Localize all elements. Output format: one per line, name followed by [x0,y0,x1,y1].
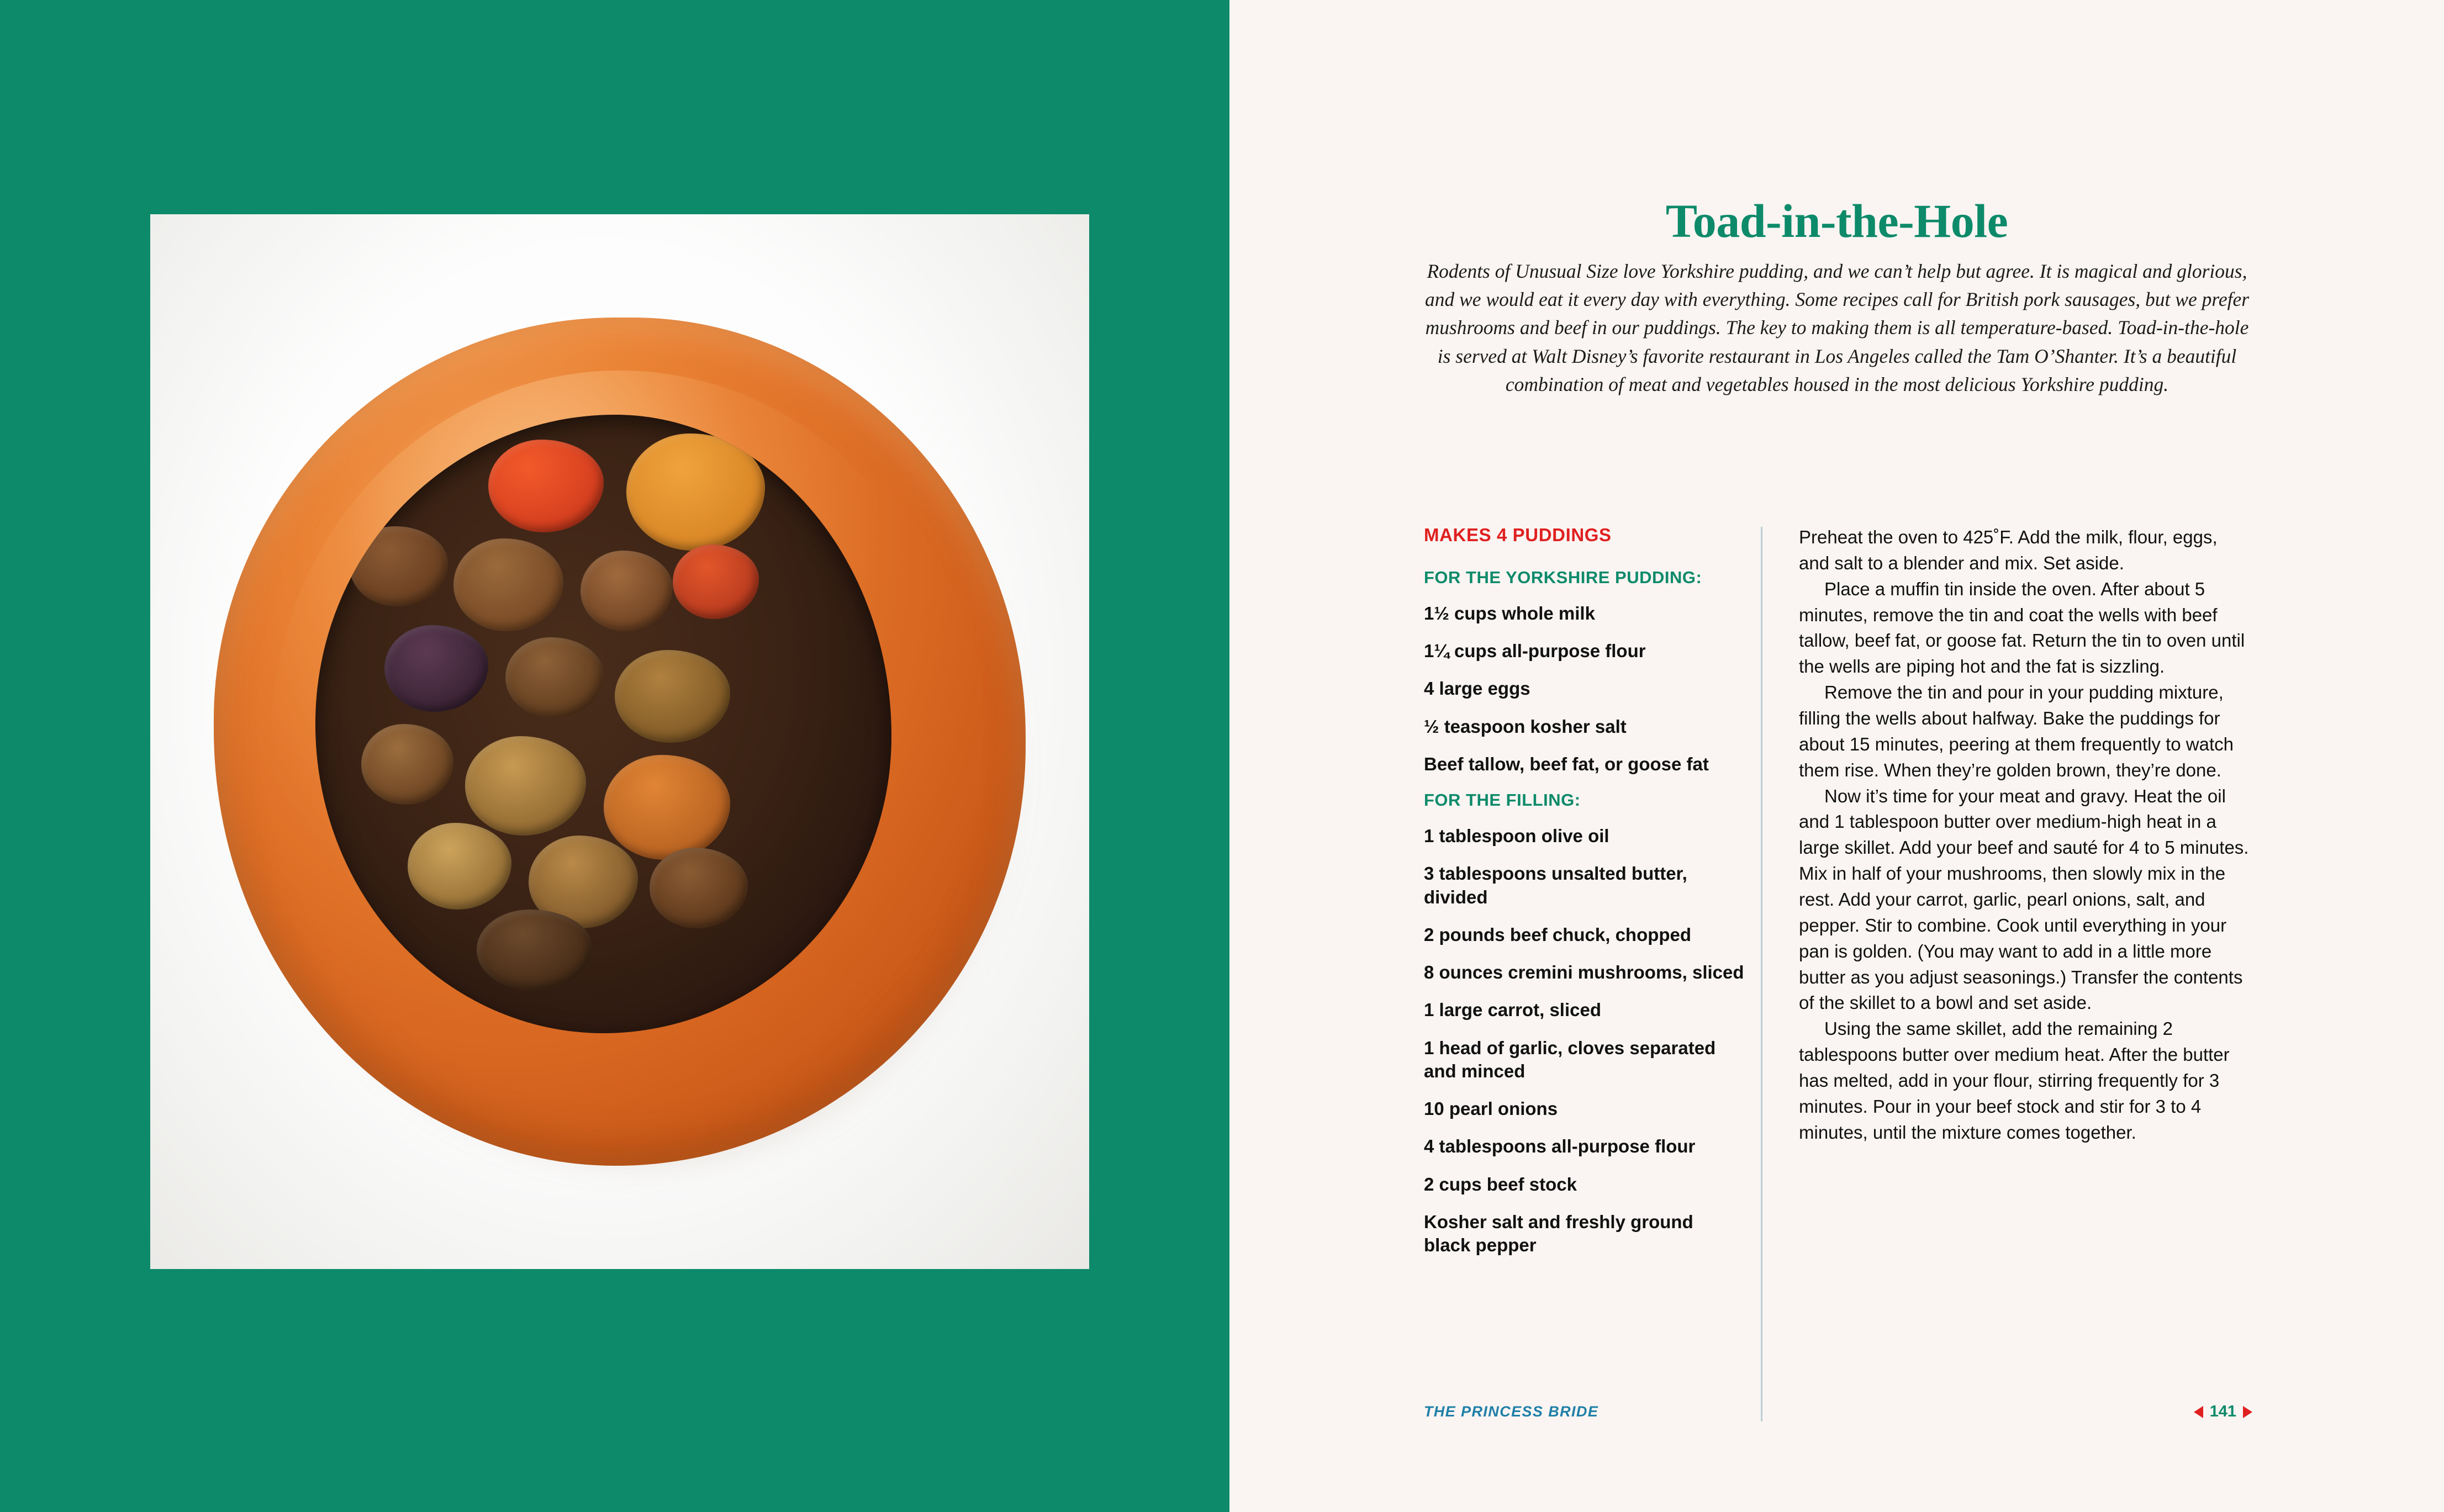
page-number: 141 [2209,1403,2236,1420]
list-item: 4 tablespoons all-purpose flour [1424,1136,1696,1157]
filling-pearl-onion [465,736,586,835]
pudding-illustration [214,300,1026,1183]
recipe-body [1424,525,2252,1421]
list-item: 1 tablespoon olive oil [1424,826,1609,847]
ingredients-column [1424,525,1761,1421]
arrow-left-icon [2194,1406,2203,1418]
filling-carrot [604,755,731,860]
list-item: 10 pearl onions [1424,1098,1558,1119]
method-paragraph: Place a muffin tin inside the oven. After about 5 minutes, remove the tin and coat the wells with beef tallow, beef fat, or goose fat. Return the tin to oven until the wells are piping hot and the fat is sizzling. [1799,578,2245,677]
filling-tomato [488,440,604,532]
book-title: THE PRINCESS BRIDE [1424,1403,1599,1420]
ingredient-group-pudding [1424,568,1744,776]
recipe-photo [150,214,1089,1269]
ingredient-group-heading: FOR THE YORKSHIRE PUDDING: [1424,568,1702,587]
list-item: ½ teaspoon kosher salt [1424,716,1627,737]
list-item: 1½ cups whole milk [1424,603,1595,623]
filling-beef [505,637,603,718]
method-column [1762,525,2252,1421]
filling-pearl-onion [408,823,511,910]
filling-carrot [626,433,764,551]
list-item: 1 large carrot, sliced [1424,1000,1601,1021]
list-item: 2 pounds beef chuck, chopped [1424,924,1692,945]
filling-tomato [673,544,759,618]
filling-beef [453,538,563,631]
method-paragraph: Preheat the oven to 425˚F. Add the milk, flour, eggs, and salt to a blender and mix. Set aside. [1799,527,2218,573]
method-paragraph: Remove the tin and pour in your pudding mixture, filling the wells about halfway. Bake the puddings for about 15 minutes, peering at them frequently to watch them rise. When they’re golden brown, they’re done. [1799,682,2234,780]
list-item: 4 large eggs [1424,678,1530,699]
right-page [1229,0,2444,1512]
filling-beef [361,724,453,805]
page-title: Toad-in-the-Hole [1665,194,2008,247]
recipe-headnote: Rodents of Unusual Size love Yorkshire pudding, and we can’t help but agree. It is magical and glorious, and we would eat it every day with everything. Some recipes call for British pork sausages, but we prefer mushrooms and beef in our puddings. The key to making them is all temperature-based. Toad-in-the-hole is served at Walt Disney’s favorite restaurant in Los Angeles called the Tam O’Shanter. It’s a beautiful combination of meat and vegetables housed in the most delicious Yorkshire pudding. [1424,260,2250,396]
folio [2194,1403,2252,1421]
ingredient-group-filling [1424,790,1744,1257]
list-item: 3 tablespoons unsalted butter, divided [1424,863,1687,907]
filling-mushroom [650,848,747,928]
list-item: 8 ounces cremini mushrooms, sliced [1424,962,1744,983]
ingredient-group-heading: FOR THE FILLING: [1424,790,1581,810]
arrow-right-icon [2243,1406,2252,1418]
list-item: Beef tallow, beef fat, or goose fat [1424,753,1709,774]
photo-plate [150,214,1089,1269]
method-paragraph: Using the same skillet, add the remaining 2 tablespoons butter over medium heat. After the butter has melted, add in your flour, stirring frequently for 3 minutes. Pour in your beef stock and stir for 3 to 4 minutes, until the mixture comes together. [1799,1018,2230,1143]
pudding-filling-well [315,415,892,1033]
list-item: Kosher salt and freshly ground black pepper [1424,1211,1693,1255]
filling-mushroom [350,526,447,607]
filling-mushroom [615,650,730,743]
recipe-yield: MAKES 4 PUDDINGS [1424,525,1612,545]
filling-gravy [477,910,592,990]
list-item: 2 cups beef stock [1424,1173,1577,1194]
filling-onion [384,625,488,712]
page-footer [1424,1403,2252,1421]
list-item: 1¼ cups all-purpose flour [1424,641,1646,662]
filling-beef [580,551,673,631]
method-paragraph: Now it’s time for your meat and gravy. Heat the oil and 1 tablespoon butter over medium-high heat in a large skillet. Add your beef and sauté for 4 to 5 minutes. Mix in half of your mushrooms, then slowly mix in the rest. Add your carrot, garlic, pearl onions, salt, and pepper. Stir to combine. Cook until everything in your pan is golden. (You may want to add in a little more butter as you adjust seasonings.) Transfer the contents of the skillet to a bowl and set aside. [1799,785,2249,1013]
list-item: 1 head of garlic, cloves separated and minced [1424,1037,1716,1081]
